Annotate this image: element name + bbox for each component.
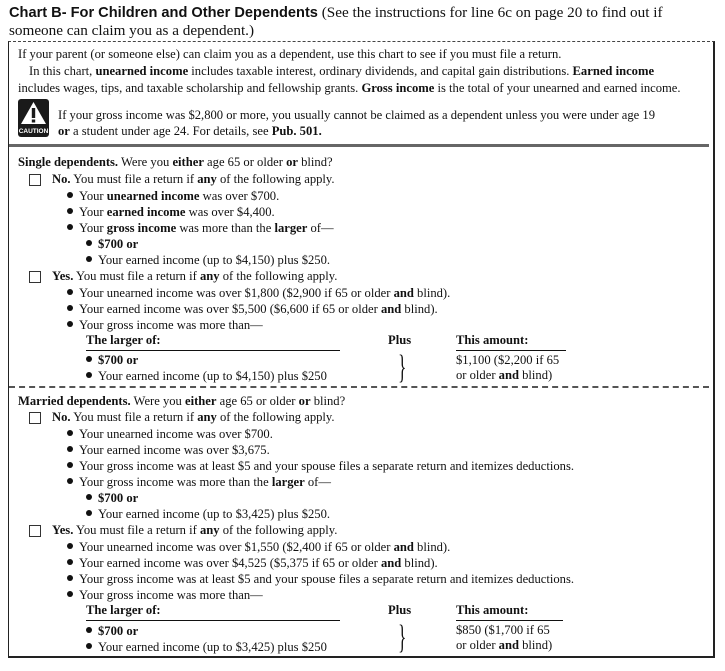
married-yes-checkbox[interactable] — [29, 525, 41, 537]
table-header-underline — [456, 350, 566, 351]
table-header-underline — [456, 620, 563, 621]
table-row: $700 or — [86, 623, 138, 639]
section-divider — [9, 144, 709, 147]
intro-line-3: includes wages, tips, and taxable scholarship and fellowship grants. Gross income is the total of your unearned and earned income. — [18, 81, 681, 95]
list-item: Your earned income was over $5,500 ($6,600 if 65 or older and blind). — [67, 301, 438, 317]
bullet-icon — [67, 462, 73, 468]
list-item: Your gross income was more than the larger of— — [67, 220, 334, 236]
married-heading: Married dependents. Were you either age 65 or older or blind? — [18, 394, 346, 408]
caution-label: CAUTION — [18, 128, 49, 135]
table-amount-line-2: or older and blind) — [456, 638, 553, 652]
chart-title-note-line2: someone can claim you as a dependent.) — [9, 22, 255, 39]
chart-title — [9, 4, 721, 40]
bullet-icon — [86, 372, 92, 378]
table-header-plus: Plus — [388, 603, 412, 617]
table-row: Your earned income (up to $3,425) plus $250 — [86, 639, 327, 655]
table-header-plus: Plus — [388, 333, 412, 347]
caution-line-1: If your gross income was $2,800 or more, you usually cannot be claimed as a dependent unless you were under age 19 — [58, 108, 655, 122]
table-header-this-amount: This amount: — [456, 603, 529, 617]
list-item: Your unearned income was over $1,550 ($2,400 if 65 or older and blind). — [67, 539, 450, 555]
bullet-icon — [67, 224, 73, 230]
table-row: Your earned income (up to $4,150) plus $250 — [86, 368, 327, 384]
bullet-icon — [67, 559, 73, 565]
list-item: Your earned income was over $4,400. — [67, 204, 275, 220]
married-no-text: No. You must file a return if any of the following apply. — [52, 410, 335, 424]
sub-list-item: $700 or — [86, 490, 138, 506]
bullet-icon — [67, 430, 73, 436]
bullet-icon — [86, 240, 92, 246]
bullet-icon — [67, 446, 73, 452]
bullet-icon — [86, 510, 92, 516]
bullet-icon — [67, 289, 73, 295]
intro-line-1: If your parent (or someone else) can claim you as a dependent, use this chart to see if you must file a return. — [18, 47, 562, 61]
single-no-text: No. You must file a return if any of the following apply. — [52, 172, 335, 186]
bullet-icon — [86, 627, 92, 633]
bullet-icon — [67, 478, 73, 484]
single-yes-text: Yes. You must file a return if any of the following apply. — [52, 269, 338, 283]
sub-list-item: $700 or — [86, 236, 138, 252]
list-item: Your gross income was at least $5 and your spouse files a separate return and itemizes deductions. — [67, 458, 574, 474]
chart-title-lead: Chart B- For Children and Other Dependents — [9, 5, 318, 21]
bullet-icon — [67, 575, 73, 581]
list-item: Your earned income was over $3,675. — [67, 442, 270, 458]
bullet-icon — [86, 643, 92, 649]
bullet-icon — [67, 208, 73, 214]
sub-list-item: Your earned income (up to $4,150) plus $250. — [86, 252, 330, 268]
list-item: Your unearned income was over $700. — [67, 426, 273, 442]
list-item: Your unearned income was over $1,800 ($2,900 if 65 or older and blind). — [67, 285, 450, 301]
bullet-icon — [67, 305, 73, 311]
married-no-checkbox[interactable] — [29, 412, 41, 424]
bullet-icon — [67, 591, 73, 597]
warning-triangle-icon — [20, 101, 47, 125]
bullet-icon — [67, 192, 73, 198]
bullet-icon — [67, 321, 73, 327]
table-amount-line-1: $1,100 ($2,200 if 65 — [456, 353, 560, 367]
table-header-underline — [86, 620, 340, 621]
brace-icon: } — [398, 619, 407, 656]
table-header-underline — [86, 350, 340, 351]
list-item: Your unearned income was over $700. — [67, 188, 279, 204]
bullet-icon — [67, 543, 73, 549]
chart-title-note: (See the instructions for line 6c on page 20 to find out if — [317, 4, 663, 21]
bullet-icon — [86, 494, 92, 500]
married-yes-text: Yes. You must file a return if any of the following apply. — [52, 523, 338, 537]
table-header-larger-of: The larger of: — [86, 603, 161, 617]
list-item: Your gross income was at least $5 and your spouse files a separate return and itemizes deductions. — [67, 571, 574, 587]
list-item: Your gross income was more than the larger of— — [67, 474, 331, 490]
single-heading: Single dependents. Were you either age 65 or older or blind? — [18, 155, 333, 169]
bullet-icon — [86, 256, 92, 262]
list-item: Your gross income was more than— — [67, 587, 263, 603]
intro-line-2: In this chart, unearned income includes taxable interest, ordinary dividends, and capital gain distributions. Earned income — [29, 64, 655, 78]
table-header-larger-of: The larger of: — [86, 333, 161, 347]
caution-line-2: or a student under age 24. For details, see Pub. 501. — [58, 124, 322, 138]
list-item: Your earned income was over $4,525 ($5,375 if 65 or older and blind). — [67, 555, 438, 571]
table-row: $700 or — [86, 352, 138, 368]
table-amount-line-1: $850 ($1,700 if 65 — [456, 623, 550, 637]
bullet-icon — [86, 356, 92, 362]
table-header-this-amount: This amount: — [456, 333, 529, 347]
sub-list-item: Your earned income (up to $3,425) plus $250. — [86, 506, 330, 522]
single-no-checkbox[interactable] — [29, 174, 41, 186]
table-amount-line-2: or older and blind) — [456, 368, 553, 382]
single-yes-checkbox[interactable] — [29, 271, 41, 283]
brace-icon: } — [398, 349, 407, 386]
section-divider-dashed — [9, 386, 709, 388]
caution-icon — [18, 99, 49, 137]
list-item: Your gross income was more than— — [67, 317, 263, 333]
